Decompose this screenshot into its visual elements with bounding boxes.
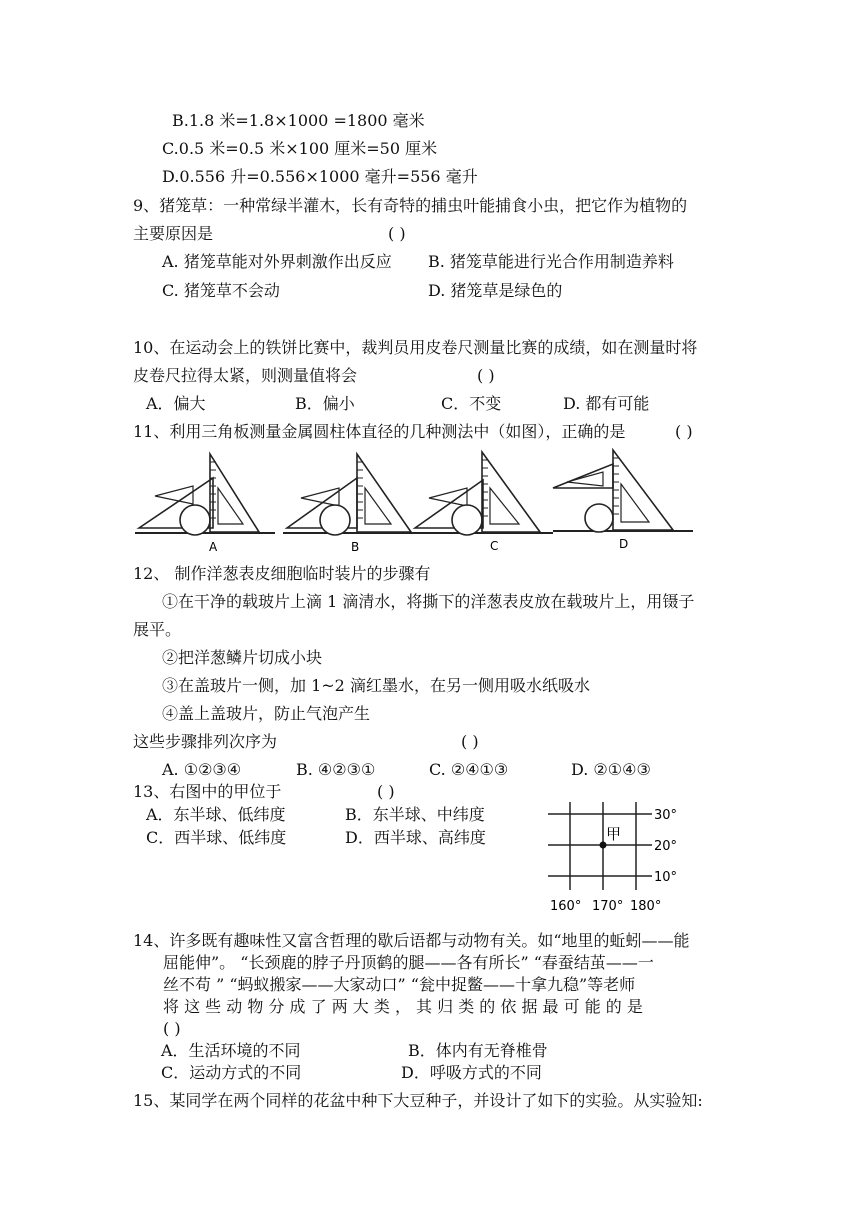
q9-option-a: A. 猪笼草能对外界刺激作出反应 xyxy=(162,252,392,271)
q9-option-b: B. 猪笼草能进行光合作用制造养料 xyxy=(428,252,674,271)
q8-option-c: C.0.5 米=0.5 米×100 厘米=50 厘米 xyxy=(162,139,438,158)
q13-option-b: B．东半球、中纬度 xyxy=(345,805,485,824)
q13-lat-lon-grid xyxy=(540,798,700,922)
figure-b xyxy=(283,454,418,554)
q13-option-a: A．东半球、低纬度 xyxy=(146,805,286,824)
lon-label-180: 180° xyxy=(630,899,662,914)
q8-option-b: B.1.8 米=1.8×1000 =1800 毫米 xyxy=(172,111,425,130)
q14-answer-paren: ( ) xyxy=(163,1019,181,1038)
figure-b-label: B xyxy=(351,540,360,554)
figure-c-label: C xyxy=(490,539,499,553)
q10-option-b: B．偏小 xyxy=(295,394,355,413)
q10-option-d: D. 都有可能 xyxy=(563,394,650,413)
q12-stem: 12、 制作洋葱表皮细胞临时装片的步骤有 xyxy=(133,564,431,583)
q14-line1: 14、许多既有趣味性又富含哲理的歇后语都与动物有关。如“地里的蚯蚓——能 xyxy=(133,931,690,950)
q10-option-a: A．偏大 xyxy=(146,394,206,413)
q13-option-d: D．西半球、高纬度 xyxy=(345,828,486,847)
q15-stem: 15、某同学在两个同样的花盆中种下大豆种子，并设计了如下的实验。从实验知: xyxy=(133,1091,703,1110)
q9-option-d: D. 猪笼草是绿色的 xyxy=(428,281,563,300)
q14-line3: 丝不苟 ” “蚂蚁搬家——大家动口” “瓮中捉鳖——十拿九稳”等老师 xyxy=(163,975,636,994)
q14-option-b: B．体内有无脊椎骨 xyxy=(408,1041,548,1060)
lon-label-160: 160° xyxy=(550,899,582,914)
q14-option-d: D．呼吸方式的不同 xyxy=(401,1063,542,1082)
q9-stem-line1: 9、猪笼草：一种常绿半灌木，长有奇特的捕虫叶能捕食小虫，把它作为植物的 xyxy=(133,196,688,215)
q12-order-prompt: 这些步骤排列次序为 xyxy=(133,732,278,751)
lat-label-20: 20° xyxy=(654,839,678,854)
q13-stem: 13、右图中的甲位于 xyxy=(133,782,282,801)
q14-line2: 屈能伸”。 “长颈鹿的脖子丹顶鹤的腿——各有所长” “春蚕结茧——一 xyxy=(163,953,654,972)
q9-option-c: C. 猪笼草不会动 xyxy=(162,281,280,300)
q14-option-c: C．运动方式的不同 xyxy=(161,1063,302,1082)
q12-answer-paren: ( ) xyxy=(461,732,479,751)
q14-line4: 将 这 些 动 物 分 成 了 两 大 类 ， 其 归 类 的 依 据 最 可 能 的 是 xyxy=(163,997,643,1016)
q12-step1-line2: 展平。 xyxy=(133,620,182,639)
figure-d-label: D xyxy=(619,537,629,551)
q11-stem: 11、利用三角板测量金属圆柱体直径的几种测法中（如图），正确的是 xyxy=(133,422,626,441)
q11-triangle-figures xyxy=(135,448,695,560)
q12-step1-line1: ①在干净的载玻片上滴 1 滴清水，将撕下的洋葱表皮放在载玻片上，用镊子 xyxy=(162,592,695,611)
figure-c xyxy=(413,452,553,553)
q14-option-a: A．生活环境的不同 xyxy=(161,1041,301,1060)
q9-answer-paren: ( ) xyxy=(388,224,406,243)
lon-label-170: 170° xyxy=(592,899,624,914)
q8-option-d: D.0.556 升=0.556×1000 毫升=556 毫升 xyxy=(162,167,478,186)
q10-answer-paren: ( ) xyxy=(477,366,495,385)
q12-option-d: D. ②①④③ xyxy=(571,760,651,779)
lat-label-30: 30° xyxy=(654,808,678,823)
figure-a xyxy=(135,454,275,554)
q10-option-c: C．不变 xyxy=(441,394,502,413)
q12-step2: ②把洋葱鳞片切成小块 xyxy=(162,648,323,667)
figure-d xyxy=(553,450,693,551)
q12-step4: ④盖上盖玻片，防止气泡产生 xyxy=(162,704,371,723)
lat-label-10: 10° xyxy=(654,870,678,885)
q10-stem-line2: 皮卷尺拉得太紧，则测量值将会 xyxy=(133,366,358,385)
figure-a-label: A xyxy=(209,540,218,554)
q9-stem-line2: 主要原因是 xyxy=(133,224,214,243)
point-jia-label: 甲 xyxy=(606,825,622,843)
q12-step3: ③在盖玻片一侧，加 1~2 滴红墨水，在另一侧用吸水纸吸水 xyxy=(162,676,590,695)
q13-option-c: C．西半球、低纬度 xyxy=(146,828,287,847)
q10-stem-line1: 10、在运动会上的铁饼比赛中，裁判员用皮卷尺测量比赛的成绩，如在测量时将 xyxy=(133,338,698,357)
q13-answer-paren: ( ) xyxy=(377,782,395,801)
q12-option-b: B. ④②③① xyxy=(296,760,376,779)
q12-option-c: C. ②④①③ xyxy=(429,760,509,779)
q11-answer-paren: ( ) xyxy=(675,422,693,441)
q12-option-a: A. ①②③④ xyxy=(162,760,242,779)
